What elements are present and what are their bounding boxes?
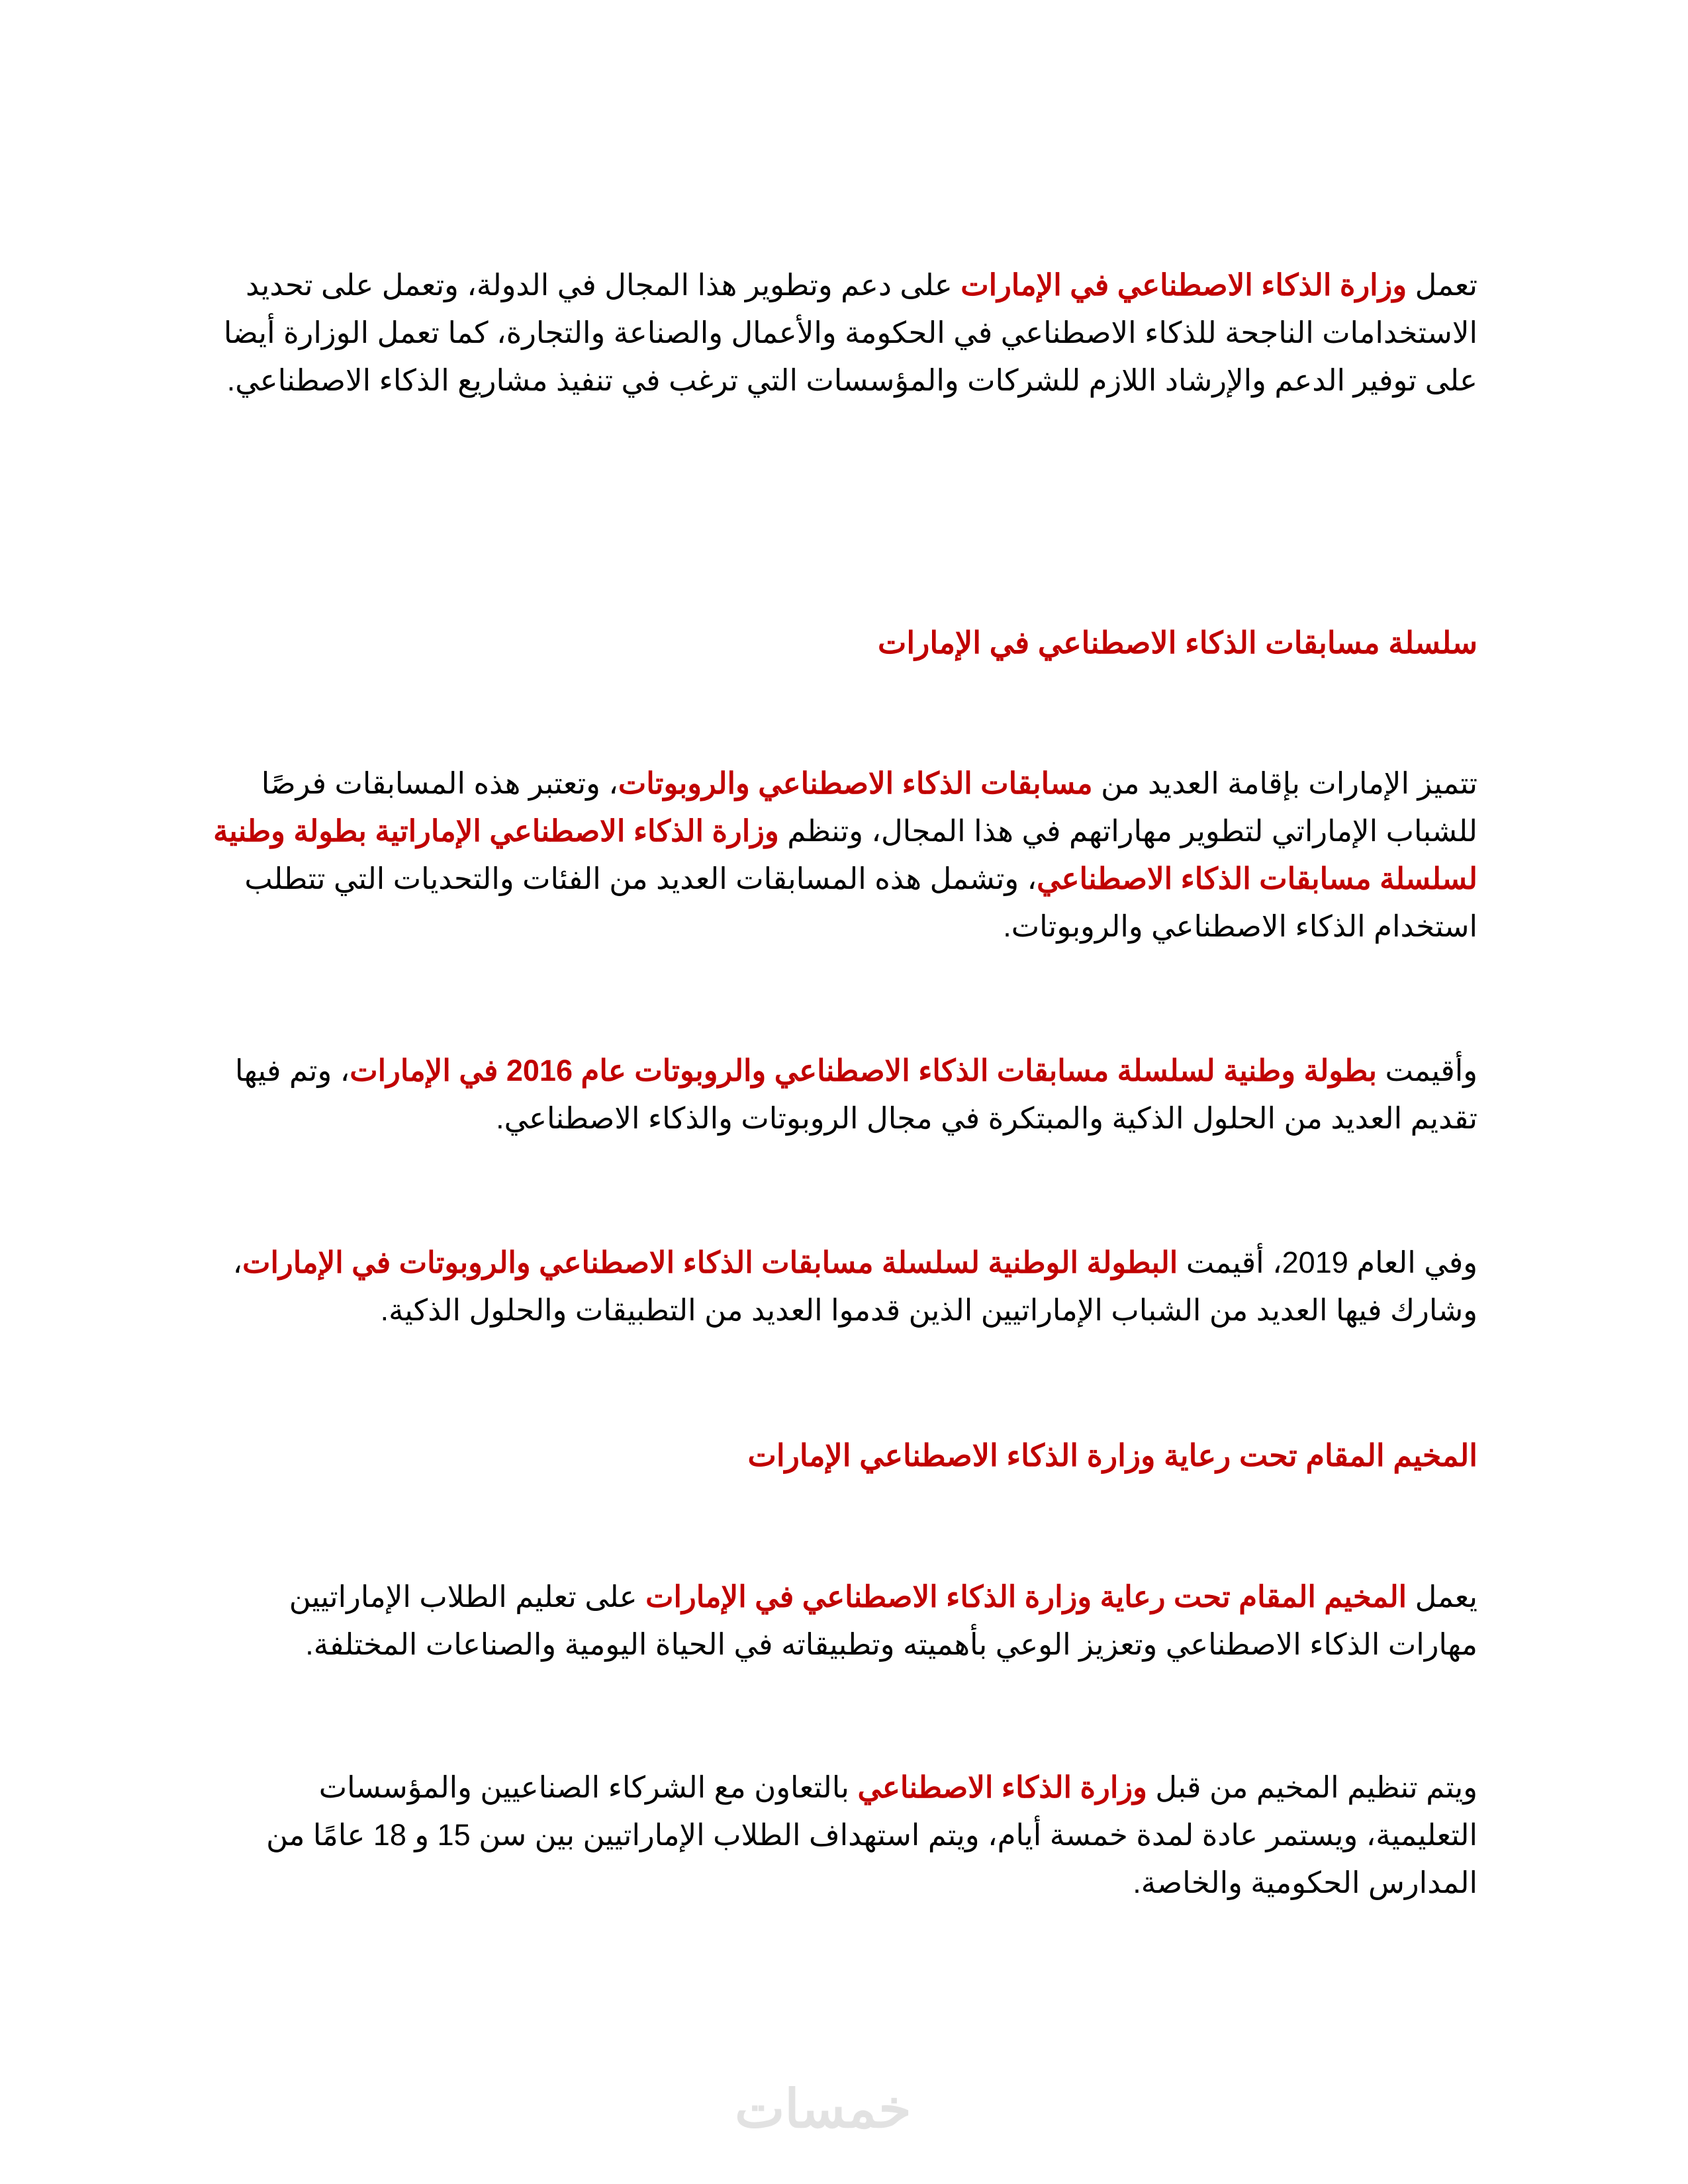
section-heading-competitions: سلسلة مسابقات الذكاء الاصطناعي في الإمارات	[878, 625, 1477, 660]
text: يعمل	[1407, 1580, 1477, 1614]
text: وأقيمت	[1376, 1054, 1477, 1087]
section-heading-camp: المخيم المقام تحت رعاية وزارة الذكاء الاصطناعي الإمارات	[747, 1438, 1477, 1473]
highlight-text: وزارة الذكاء الاصطناعي	[857, 1770, 1147, 1804]
paragraph-2019	[205, 1239, 1477, 1334]
paragraph-camp-organization	[205, 1764, 1477, 1907]
highlight-text: المخيم المقام تحت رعاية وزارة الذكاء الاصطناعي في الإمارات	[645, 1580, 1407, 1614]
paragraph-competitions	[205, 760, 1477, 950]
watermark-logo: خمسات	[735, 2079, 912, 2138]
text: ، وتم فيها تقديم العديد من الحلول الذكية والمبتكرة في مجال الروبوتات والذكاء الاصطناعي.	[234, 1054, 1477, 1135]
text: على دعم وتطوير هذا المجال في الدولة، وتعمل على تحديد الاستخدامات الناجحة للذكاء الاصطناعي في الحكومة والأعمال والصناعة والتجارة، كما تعمل الوزارة أيضا على توفير الدعم والإرشاد اللازم للشركات والمؤسسات التي ترغب في تنفيذ مشاريع الذكاء الاصطناعي.	[223, 268, 1477, 397]
text: على تعليم الطلاب الإماراتيين مهارات الذكاء الاصطناعي وتعزيز الوعي بأهميته وتطبيقاته في الحياة اليومية والصناعات المختلفة.	[289, 1580, 1477, 1661]
paragraph-intro	[205, 261, 1477, 404]
highlight-text: وزارة الذكاء الاصطناعي في الإمارات	[961, 268, 1407, 302]
highlight-text: مسابقات الذكاء الاصطناعي والروبوتات	[618, 766, 1093, 800]
text: ، وشارك فيها العديد من الشباب الإماراتيين الذين قدموا العديد من التطبيقات والحلول الذكية.	[232, 1246, 1477, 1327]
text: ، وتعتبر هذه المسابقات فرصًا للشباب الإماراتي لتطوير مهاراتهم في هذا المجال، وتنظم	[261, 766, 1477, 848]
text: بالتعاون مع الشركاء الصناعيين والمؤسسات التعليمية، ويستمر عادة لمدة خمسة أيام، ويتم استهداف الطلاب الإماراتيين بين سن 15 و 18 عامًا من المدارس الحكومية والخاصة.	[266, 1770, 1477, 1899]
paragraph-camp	[205, 1573, 1477, 1668]
paragraph-2016	[205, 1047, 1477, 1142]
text: تتميز الإمارات بإقامة العديد من	[1092, 766, 1477, 800]
text: ويتم تنظيم المخيم من قبل	[1147, 1770, 1477, 1804]
highlight-text: البطولة الوطنية لسلسلة مسابقات الذكاء الاصطناعي والروبوتات في الإمارات	[242, 1246, 1178, 1279]
text: ، وتشمل هذه المسابقات العديد من الفئات والتحديات التي تتطلب استخدام الذكاء الاصطناعي والروبوتات.	[244, 862, 1477, 943]
highlight-text: بطولة وطنية لسلسلة مسابقات الذكاء الاصطناعي والروبوتات عام 2016 في الإمارات	[350, 1054, 1377, 1087]
text: تعمل	[1407, 268, 1477, 302]
text: وفي العام 2019، أقيمت	[1178, 1246, 1477, 1279]
highlight-text: وزارة الذكاء الاصطناعي الإماراتية بطولة وطنية لسلسلة مسابقات الذكاء الاصطناعي	[213, 814, 1477, 895]
